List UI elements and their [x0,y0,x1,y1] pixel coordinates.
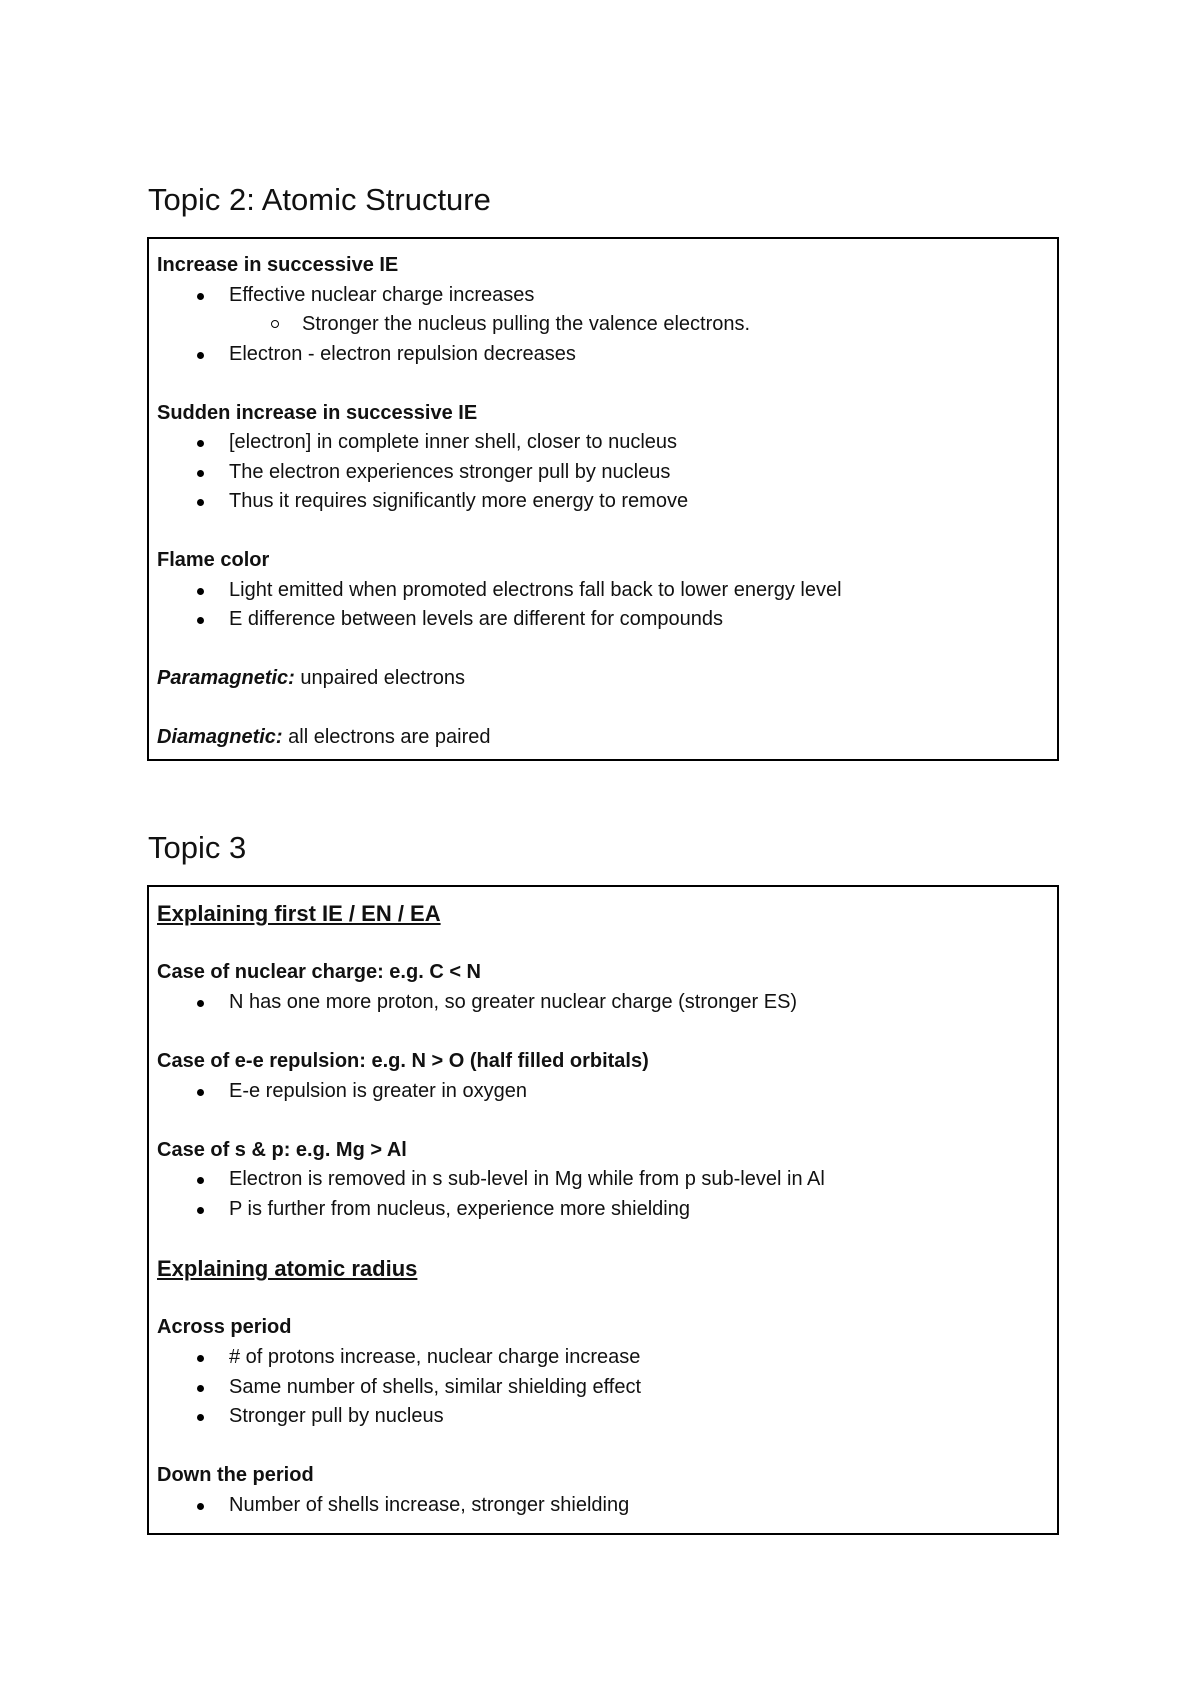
bullet-text: Same number of shells, similar shielding effect [229,1375,642,1398]
topic3-title: Topic 3 [148,830,247,865]
bullet-item [157,1165,1049,1195]
topic3-notes-box [147,885,1059,1535]
bullet-text: Electron - electron repulsion decreases [229,342,576,365]
main-heading: Explaining atomic radius [157,1256,418,1282]
bullet-text: E-e repulsion is greater in oxygen [229,1079,527,1102]
section-heading: Down the period [157,1464,314,1487]
bullet-text: Number of shells increase, stronger shielding [229,1493,630,1516]
bullet-text: The electron experiences stronger pull by nucleus [229,460,671,483]
bullet-text: [electron] in complete inner shell, closer to nucleus [229,431,678,453]
section-heading: Across period [157,1316,292,1339]
bullet-dot [197,1385,204,1392]
section-heading: Increase in successive IE [157,254,399,276]
bullet-text: # of protons increase, nuclear charge increase [229,1345,641,1368]
bullet-dot [197,1000,204,1007]
bullet-item [157,1343,1049,1373]
bullet-dot [197,440,204,447]
bullet-item [157,1077,1049,1107]
bullet-dot [197,1089,204,1096]
bullet-dot [197,1177,204,1184]
bullet-text: Light emitted when promoted electrons fall back to lower energy level [229,578,842,601]
bullet-dot [197,1207,204,1214]
topic2-title: Topic 2: Atomic Structure [148,182,491,217]
bullet-item [157,576,1049,606]
term-definition: all electrons are paired [282,726,491,748]
section-heading: Case of s & p: e.g. Mg > Al [157,1138,407,1161]
section-heading: Flame color [157,549,270,571]
bullet-dot [197,1355,204,1362]
bullet-dot [197,617,204,624]
topic2-notes-box [147,237,1059,761]
bullet-text: Effective nuclear charge increases [229,283,535,306]
bullet-dot [197,293,204,300]
definition-paramagnetic [157,664,1049,694]
bullet-item [157,1373,1049,1403]
bullet-text: Thus it requires significantly more energy to remove [229,490,689,512]
bullet-item [157,988,1049,1018]
section-heading: Case of e-e repulsion: e.g. N > O (half filled orbitals) [157,1049,649,1072]
bullet-item [157,428,1049,458]
bullet-item [157,487,1049,517]
bullet-item [157,605,1049,635]
bullet-text: E difference between levels are different for compounds [229,608,724,630]
bullet-dot [197,470,204,477]
bullet-text: P is further from nucleus, experience more shielding [229,1197,690,1220]
bullet-item [157,1402,1049,1432]
bullet-text: Stronger pull by nucleus [229,1405,444,1428]
bullet-item [157,1195,1049,1225]
term-label: Diamagnetic: [157,726,283,748]
sub-bullet-item [157,310,1049,340]
bullet-text: Stronger the nucleus pulling the valence electrons. [302,313,751,335]
bullet-text: N has one more proton, so greater nuclear charge (stronger ES) [229,990,798,1013]
bullet-item [157,1491,1049,1521]
bullet-dot [197,352,204,359]
main-heading: Explaining first IE / EN / EA [157,901,441,926]
hollow-bullet [271,320,279,328]
section-heading: Case of nuclear charge: e.g. C < N [157,961,481,984]
bullet-dot [197,588,204,595]
bullet-item [157,458,1049,488]
bullet-item [157,281,1049,311]
term-definition: unpaired electrons [294,667,465,689]
bullet-dot [197,1414,204,1421]
bullet-dot [197,1503,204,1510]
section-heading: Sudden increase in successive IE [157,401,478,424]
bullet-text: Electron is removed in s sub-level in Mg while from p sub-level in Al [229,1168,825,1191]
bullet-item [157,340,1049,370]
definition-diamagnetic [157,723,1049,753]
bullet-dot [197,499,204,506]
term-label: Paramagnetic: [157,667,295,689]
